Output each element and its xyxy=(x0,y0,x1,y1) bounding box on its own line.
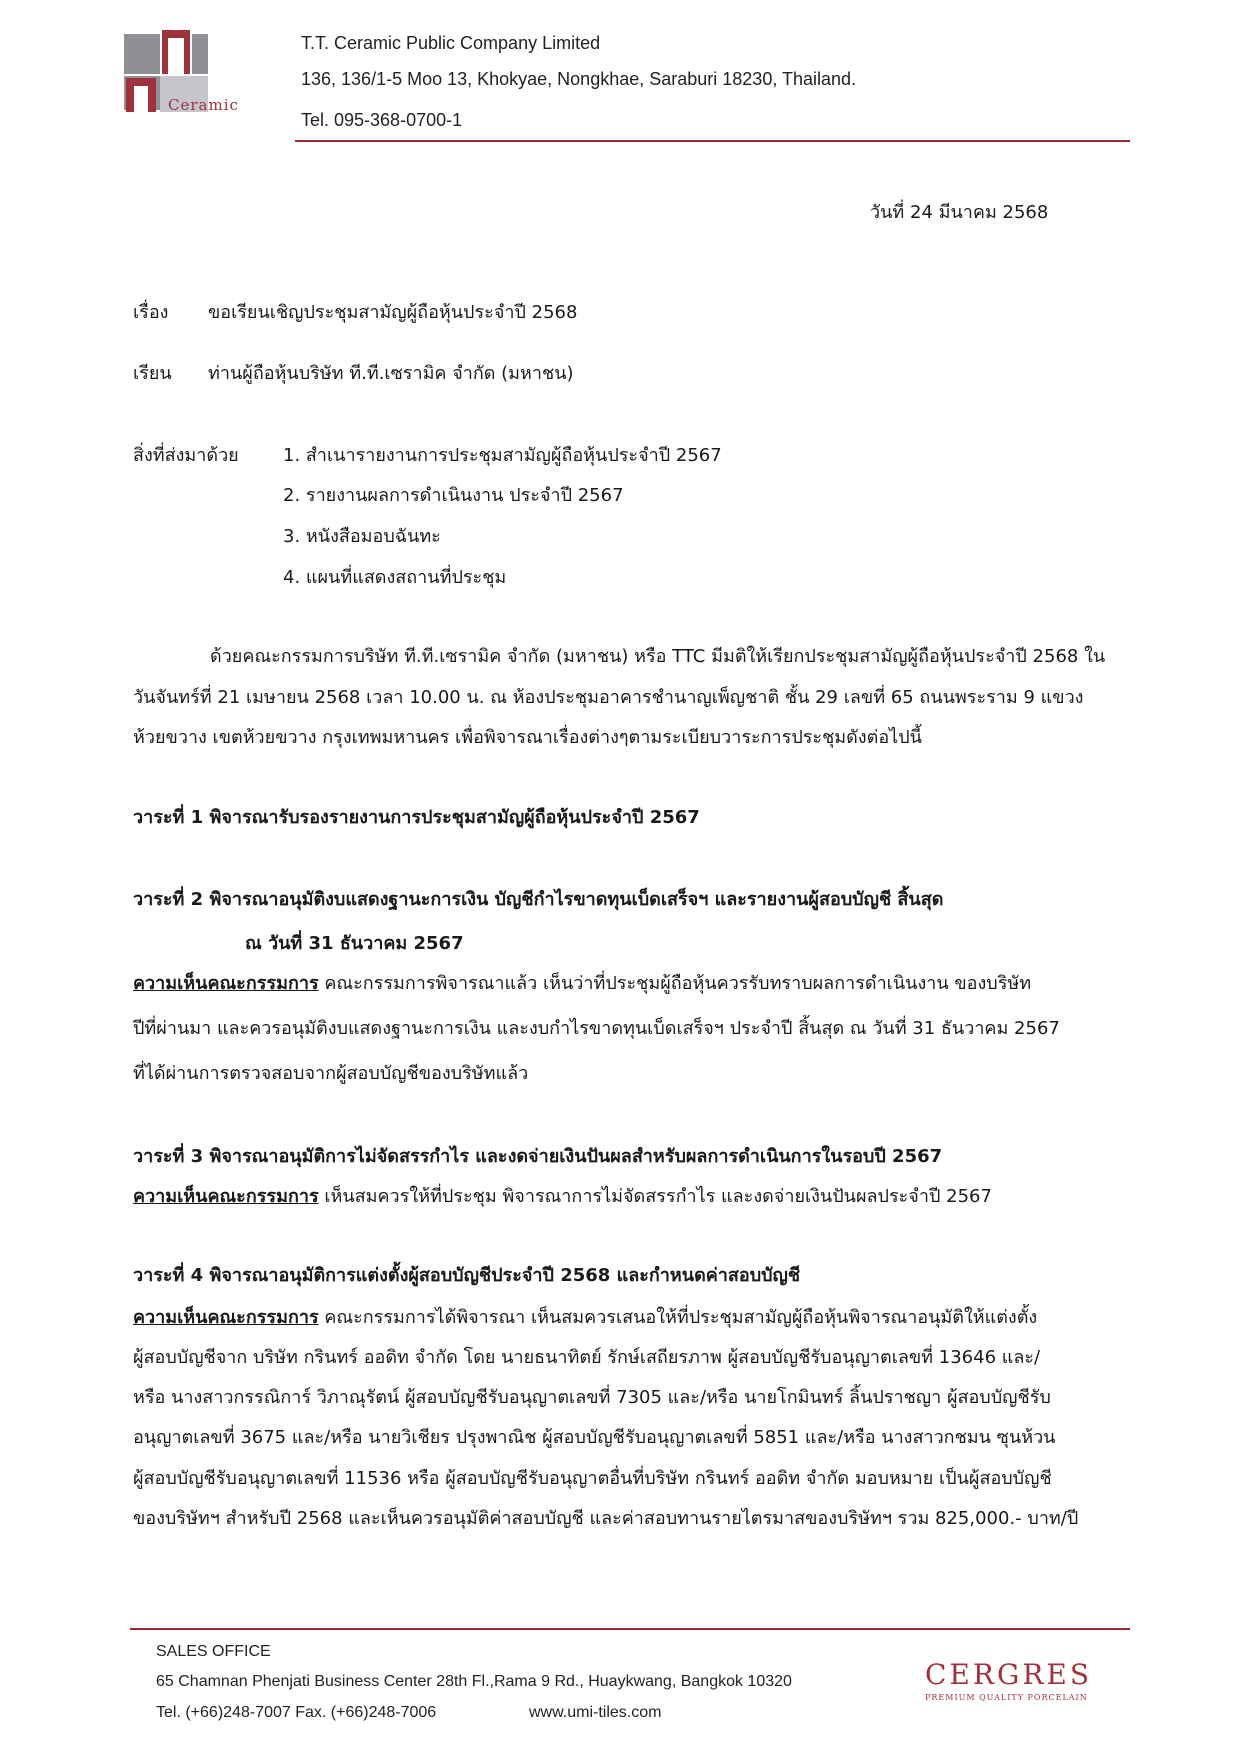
brand-logo xyxy=(925,1658,1093,1714)
company-name: T.T. Ceramic Public Company Limited xyxy=(301,33,601,53)
agenda-4-opinion-line: อนุญาตเลขที่ 3675 และ/หรือ นายวิเชียร ปรุงพาณิช ผู้สอบบัญชีรับอนุญาตเลขที่ 5851 และ/หรือ นางสาวกชมน ซุนห้วน xyxy=(133,1427,1056,1448)
agenda-3-opinion-line xyxy=(133,1181,992,1210)
intro-line: วันจันทร์ที่ 21 เมษายน 2568 เวลา 10.00 น. ณ ห้องประชุมอาคารชำนาญเพ็ญชาติ ชั้น 29 เลขที่ 65 ถนนพระราม 9 แขวง xyxy=(133,687,1084,708)
subject-text: ขอเรียนเชิญประชุมสามัญผู้ถือหุ้นประจำปี 2568 xyxy=(208,302,578,323)
brand-tagline: PREMIUM QUALITY PORCELAIN xyxy=(925,1693,1088,1702)
agenda-4-opinion-line: หรือ นางสาวกรรณิการ์ วิภาณุรัตน์ ผู้สอบบัญชีรับอนุญาตเลขที่ 7305 และ/หรือ นายโกมินทร์ ลิ้นปราชญา ผู้สอบบัญชีรับ xyxy=(133,1387,1051,1408)
agenda-3-opinion-text: เห็นสมควรให้ที่ประชุม พิจารณาการไม่จัดสรรกำไร และงดจ่ายเงินปันผลประจำปี 2567 xyxy=(318,1186,992,1207)
footer-rule xyxy=(130,1628,1130,1630)
agenda-4-opinion-label: ความเห็นคณะกรรมการ xyxy=(133,1307,319,1328)
agenda-4-opinion-line: ผู้สอบบัญชีจาก บริษัท กรินทร์ ออดิท จำกัด โดย นายธนาทิตย์ รักษ์เสถียรภาพ ผู้สอบบัญชีรับอนุญาตเลขที่ 13646 และ/ xyxy=(133,1347,1041,1368)
agenda-2-opinion-line xyxy=(133,968,1031,997)
company-logo xyxy=(124,30,254,116)
enclosures-label: สิ่งที่ส่งมาด้วย xyxy=(133,445,239,466)
agenda-2-opinion-line: ปีที่ผ่านมา และควรอนุมัติงบแสดงฐานะการเงิน และงบกำไรขาดทุนเบ็ดเสร็จฯ ประจำปี สิ้นสุด ณ วันที่ 31 ธันวาคม 2567 xyxy=(133,1018,1060,1039)
intro-line: ด้วยคณะกรรมการบริษัท ที.ที.เซรามิค จำกัด (มหาชน) หรือ TTC มีมติให้เรียกประชุมสามัญผู้ถือหุ้นประจำปี 2568 ใน xyxy=(210,646,1106,667)
enclosure-item: 2. รายงานผลการดำเนินงาน ประจำปี 2567 xyxy=(283,485,624,506)
agenda-2-opinion-label: ความเห็นคณะกรรมการ xyxy=(133,973,319,994)
to-label: เรียน xyxy=(133,363,172,384)
header-rule xyxy=(295,140,1130,142)
brand-name: CERGRES xyxy=(925,1658,1093,1691)
agenda-4-opinion-line: ของบริษัทฯ สำหรับปี 2568 และเห็นควรอนุมัติค่าสอบบัญชี และค่าสอบทานรายไตรมาสของบริษัทฯ รวม 825,000.- บาท/ปี xyxy=(133,1508,1079,1529)
subject-label: เรื่อง xyxy=(133,302,169,323)
enclosure-item: 1. สำเนารายงานการประชุมสามัญผู้ถือหุ้นประจำปี 2567 xyxy=(283,445,722,466)
agenda-2-title: วาระที่ 2 พิจารณาอนุมัติงบแสดงฐานะการเงิน บัญชีกำไรขาดทุนเบ็ดเสร็จฯ และรายงานผู้สอบบัญชี สิ้นสุด xyxy=(133,889,944,910)
enclosure-item: 3. หนังสือมอบฉันทะ xyxy=(283,526,441,547)
website-link[interactable]: www.umi-tiles.com xyxy=(529,1704,662,1721)
sales-office-phone: Tel. (+66)248-7007 Fax. (+66)248-7006 xyxy=(156,1704,437,1721)
agenda-2-title-cont: ณ วันที่ 31 ธันวาคม 2567 xyxy=(245,933,464,954)
letter-date: วันที่ 24 มีนาคม 2568 xyxy=(870,202,1049,223)
agenda-2-opinion-text: คณะกรรมการพิจารณาแล้ว เห็นว่าที่ประชุมผู้ถือหุ้นควรรับทราบผลการดำเนินงาน ของบริษัท xyxy=(318,973,1032,994)
agenda-4-title: วาระที่ 4 พิจารณาอนุมัติการแต่งตั้งผู้สอบบัญชีประจำปี 2568 และกำหนดค่าสอบบัญชี xyxy=(133,1265,801,1286)
agenda-4-opinion-text: คณะกรรมการได้พิจารณา เห็นสมควรเสนอให้ที่ประชุมสามัญผู้ถือหุ้นพิจารณาอนุมัติให้แต่งตั้ง xyxy=(318,1307,1038,1328)
company-tel: Tel. 095-368-0700-1 xyxy=(301,110,463,130)
agenda-2-opinion-line: ที่ได้ผ่านการตรวจสอบจากผู้สอบบัญชีของบริษัทแล้ว xyxy=(133,1063,529,1084)
intro-line: ห้วยขวาง เขตห้วยขวาง กรุงเทพมหานคร เพื่อพิจารณาเรื่องต่างๆตามระเบียบวาระการประชุมดังต่อไปนี้ xyxy=(133,727,922,748)
agenda-3-title: วาระที่ 3 พิจารณาอนุมัติการไม่จัดสรรกำไร และงดจ่ายเงินปันผลสำหรับผลการดำเนินการในรอบปี 2567 xyxy=(133,1146,943,1167)
agenda-1-title: วาระที่ 1 พิจารณารับรองรายงานการประชุมสามัญผู้ถือหุ้นประจำปี 2567 xyxy=(133,807,700,828)
enclosure-item: 4. แผนที่แสดงสถานที่ประชุม xyxy=(283,567,507,588)
company-address: 136, 136/1-5 Moo 13, Khokyae, Nongkhae, Saraburi 18230, Thailand. xyxy=(301,69,857,89)
agenda-3-opinion-label: ความเห็นคณะกรรมการ xyxy=(133,1186,319,1207)
logo-text: Ceramic xyxy=(168,96,239,114)
to-text: ท่านผู้ถือหุ้นบริษัท ที.ที.เซรามิค จำกัด (มหาชน) xyxy=(208,363,574,384)
agenda-4-opinion-line: ผู้สอบบัญชีรับอนุญาตเลขที่ 11536 หรือ ผู้สอบบัญชีรับอนุญาตอื่นที่บริษัท กรินทร์ ออดิท จำกัด มอบหมาย เป็นผู้สอบบัญชี xyxy=(133,1468,1052,1489)
sales-office-label: SALES OFFICE xyxy=(156,1643,271,1660)
sales-office-address: 65 Chamnan Phenjati Business Center 28th Fl.,Rama 9 Rd., Huaykwang, Bangkok 10320 xyxy=(156,1673,792,1690)
agenda-4-opinion-line xyxy=(133,1302,1037,1331)
